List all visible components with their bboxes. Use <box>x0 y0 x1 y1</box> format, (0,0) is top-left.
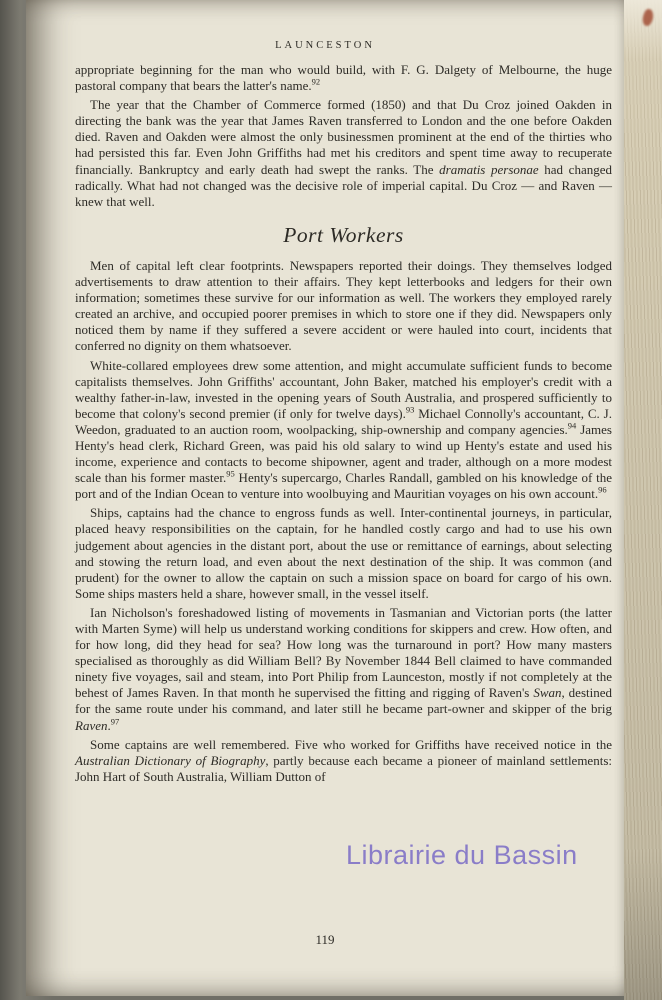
section-title: Port Workers <box>283 222 404 247</box>
running-header: LAUNCESTON <box>275 40 375 51</box>
paragraph: Some captains are well remembered. Five who worked for Griffiths have received notice in the Australian Dictionary of Biography, partly because each became a pioneer of mainland settlements: John Hart of South Australia, William Dutton of <box>75 736 612 784</box>
paragraph: appropriate beginning for the man who would build, with F. G. Dalgety of Melbourne, the huge pastoral company that bears the latter's name.$^{92}$ <box>75 62 612 94</box>
page-number: 119 <box>315 932 335 947</box>
page-edges-strip <box>624 0 662 1000</box>
paragraph: Ships, captains had the chance to engross funds as well. Inter-continental journeys, in particular, placed heavy responsibilities on the captain, for he handled costly cargo and had to use his own judgement about agencies in the distant port, about the use or remittance of earnings, about selecting and stowing the return load, and even about the next destination of the ship. It was common (and prudent) for the owner to allow the captain on such a mission space on board for cargo of his own. Some ships masters held a share, however small, in the vessel itself. <box>75 505 612 601</box>
book-page <box>26 0 624 996</box>
paragraph: The year that the Chamber of Commerce formed (1850) and that Du Croz joined Oakden in directing the bank was the year that James Raven transferred to London and the one before Oakden died. Raven and Oakden were almost the only businessmen prominent at the end of the thirties who had persisted this far. Even John Griffiths had met his creditors and spent time away to recuperate financially. Bankruptcy and early death had swept the ranks. The dramatis personae had changed radically. What had not changed was the decisive role of imperial capital. Du Croz — and Raven — knew that well. <box>75 97 612 209</box>
page-body <box>75 62 612 785</box>
paragraph: White-collared employees drew some attention, and might accumulate sufficient funds to become capitalists themselves. John Griffiths' accountant, John Baker, matched his employer's credit with a wealthy father-in-law, invested in the opening years of South Australia, and prospered sufficiently to become that colony's second premier (if only for twelve days).$^{93}$ Michael Connolly's accountant, C. J. Weedon, graduated to an auction room, woolpacking, ship-ownership and company agencies.$^{94}$ James Henty's head clerk, Richard Green, was paid his old salary to wind up Henty's estate and used his income, experience and contacts to become shipowner, agent and trader, although on a more modest scale than his former master.$^{95}$ Henty's supercargo, Charles Randall, gambled on his knowledge of the port and of the Indian Ocean to venture into woolbuying and Mauritian voyages on his own account.$^{96}$ <box>75 357 612 502</box>
paragraph: Men of capital left clear footprints. Newspapers reported their doings. They themselves lodged advertisements to draw attention to their affairs. They kept letterbooks and ledgers for their own information; sometimes these survive for our information as well. The workers they employed rarely created an archive, and occupied poorer premises in which to store one if they did. Newspapers only noticed them by name if they suffered a severe accident or were hauled into court, incidents that conferred no dignity on them whatsoever. <box>75 257 612 354</box>
watermark: Librairie du Bassin <box>346 840 578 870</box>
paragraph: Ian Nicholson's foreshadowed listing of movements in Tasmanian and Victorian ports (the latter with Marten Syme) will help us understand working conditions for skippers and crew. How often, and for how long, did they head for sea? How long was the turnaround in port? How many masters specialised as thoroughly as did William Bell? By November 1844 Bell claimed to have commanded ninety five voyages, sail and steam, into Port Philip from Launceston, mostly if not completely at the behest of James Raven. In that month he supervised the fitting and rigging of Raven's Swan, destined for the same route under his command, and later still he became part-owner and skipper of the brig Raven.$^{97}$ <box>75 604 613 733</box>
